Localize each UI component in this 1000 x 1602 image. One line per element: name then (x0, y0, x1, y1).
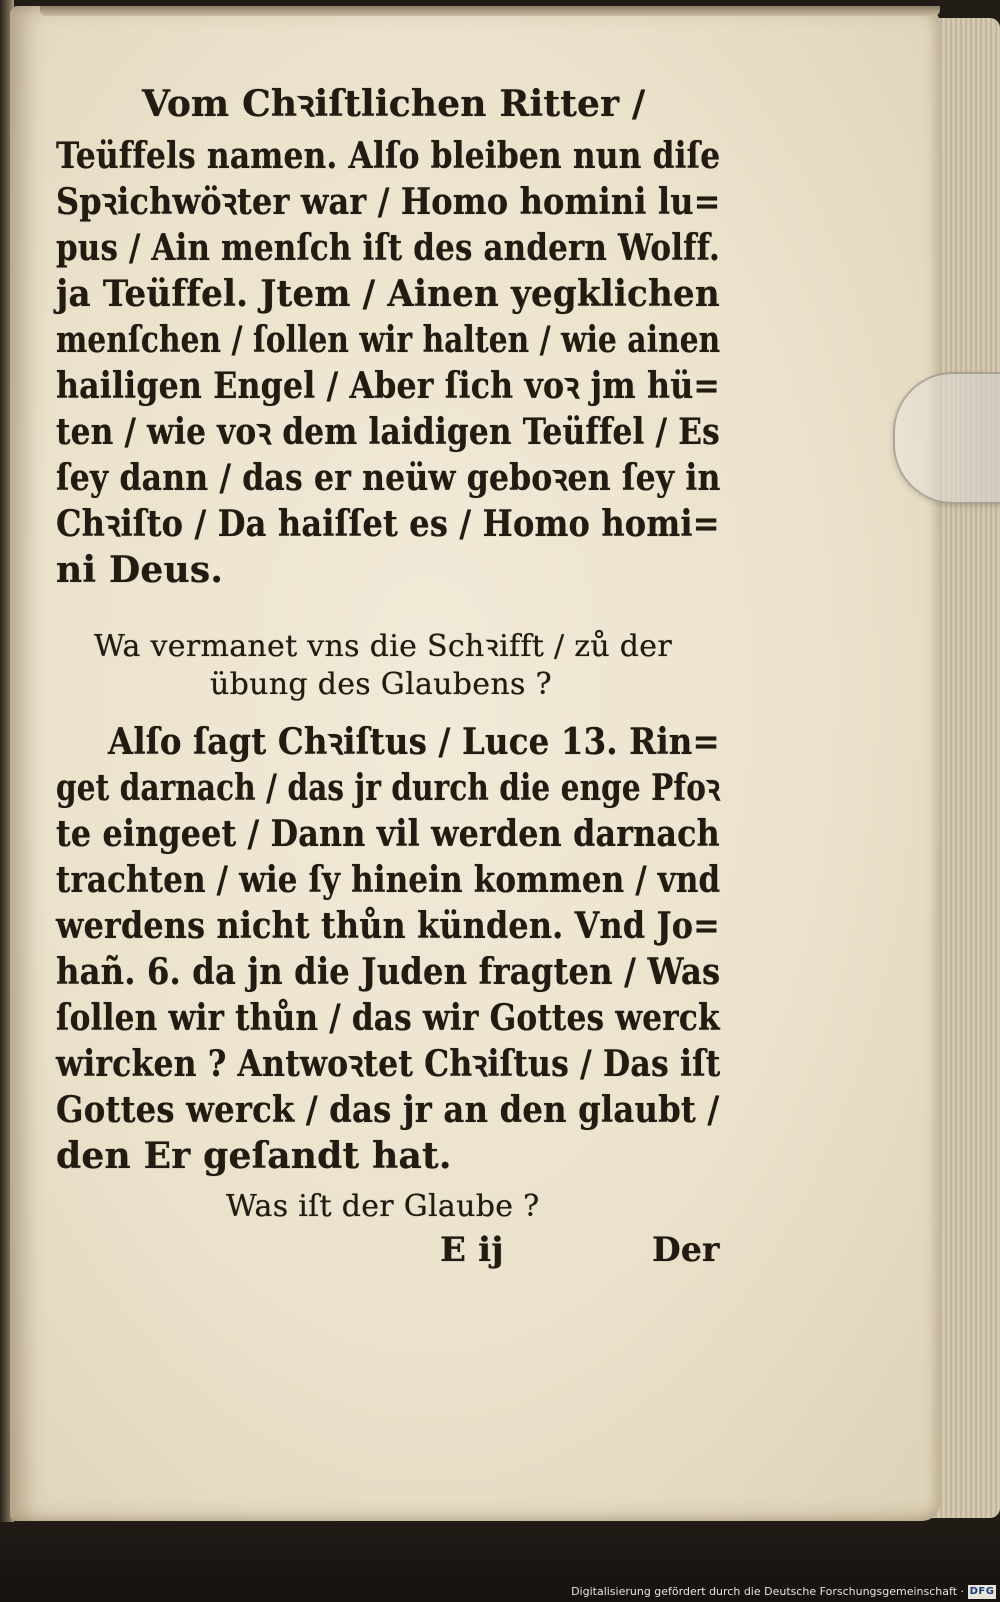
text-line: ja Teüffel. Jtem / Ainen yegklichen (56, 273, 720, 315)
text-line: menſchen / ſollen wir halten / wie ainen (56, 319, 721, 361)
text-line: ſollen wir thůn / das wir Gottes werck (56, 997, 720, 1039)
text-line: trachten / wie ſy hinein kommen / vnd (56, 859, 721, 901)
text-line: get darnach / das jr durch die enge Pfoꝛ (56, 767, 721, 809)
signature-mark: E ij (440, 1230, 504, 1270)
digitization-credit: Digitalisierung gefördert durch die Deutsche Forschungsgemeinschaft · (571, 1585, 964, 1598)
footer-bar (0, 1522, 1000, 1602)
text-line: Chꝛiſto / Da haiſſet es / Homo homi= (56, 503, 720, 545)
section-heading: Was iſt der Glaube ? (226, 1189, 540, 1224)
text-line: hañ. 6. da jn die Juden fragten / Was (56, 951, 721, 993)
text-line: Gottes werck / das jr an den glaubt / (56, 1089, 720, 1131)
section-heading: Wa vermanet vns die Schꝛifft / zů der (94, 629, 672, 664)
catchword: Der (652, 1230, 720, 1270)
text-line: ſey dann / das er neüw geboꝛen ſey in (56, 457, 721, 499)
text-line: Spꝛichwöꝛter war / Homo homini lu= (56, 181, 721, 223)
dfg-logo: DFG (969, 1586, 995, 1597)
text-line: ten / wie voꝛ dem laidigen Teüffel / Es (56, 411, 720, 453)
text-line: hailigen Engel / Aber ſich voꝛ jm hü= (56, 365, 721, 407)
text-line: Alſo ſagt Chꝛiſtus / Luce 13. Rin= (108, 721, 720, 763)
text-line: pus / Ain menſch iſt des andern Wolff. (56, 227, 720, 269)
section-heading: übung des Glaubens ? (210, 667, 552, 702)
text-line: Teüffels namen. Alſo bleiben nun diſe (56, 135, 721, 177)
running-head: Vom Chꝛiſtlichen Ritter / (142, 83, 646, 125)
text-line: ni Deus. (56, 549, 224, 591)
text-line: den Er geſandt hat. (56, 1135, 452, 1177)
text-line: wircken ? Antwoꝛtet Chꝛiſtus / Das iſt (56, 1043, 721, 1085)
text-line: werdens nicht thůn künden. Vnd Jo= (56, 905, 721, 947)
text-line: te eingeet / Dann vil werden darnach (56, 813, 720, 855)
